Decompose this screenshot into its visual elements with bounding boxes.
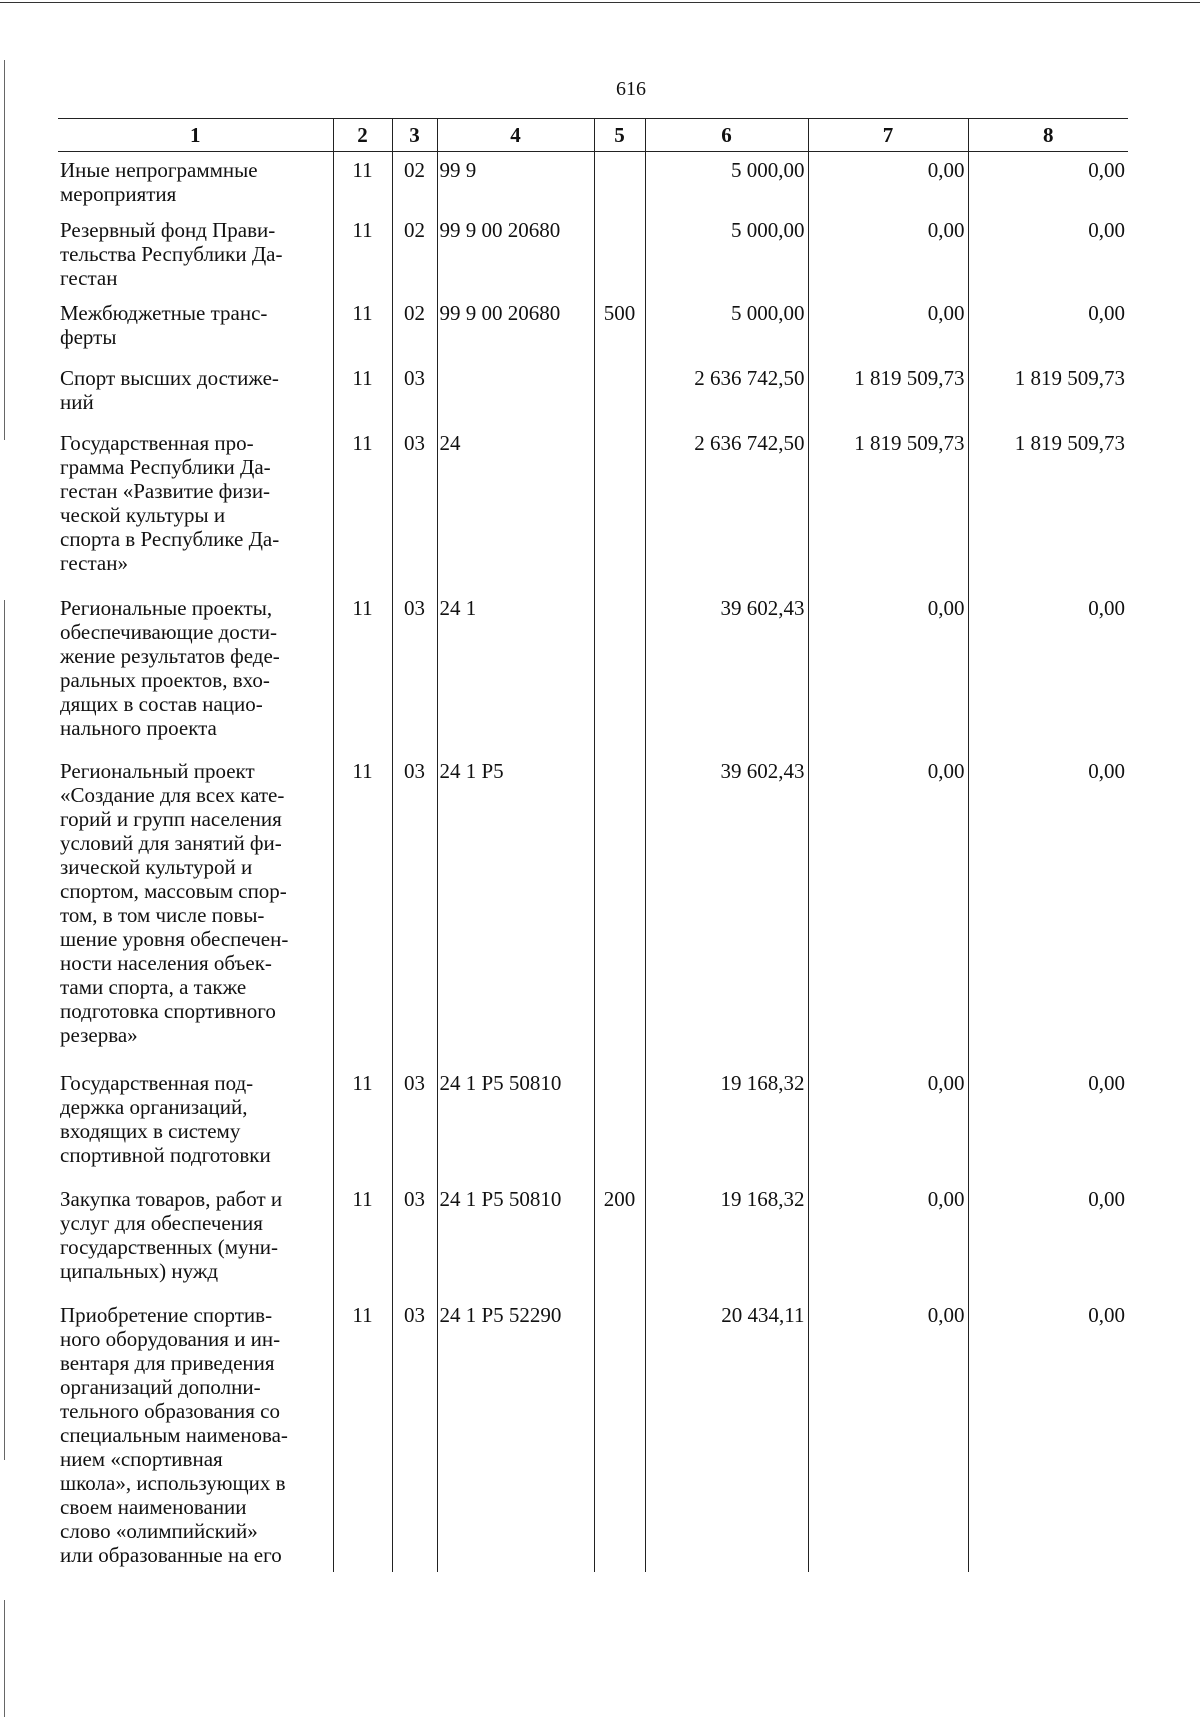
target-article-cell: 99 9 00 20680 <box>437 212 594 295</box>
expense-type-cell <box>594 212 645 295</box>
amount-cell: 0,00 <box>968 1181 1128 1297</box>
expense-type-cell <box>594 753 645 1065</box>
amount-cell: 0,00 <box>808 1297 968 1572</box>
amount-cell: 1 819 509,73 <box>968 425 1128 590</box>
amount-cell: 0,00 <box>808 590 968 753</box>
row-name-cell: Региональный проект «Создание для всех кате- горий и групп населения условий для занятий фи- зической культурой и спортом, массовым спор- том, в том числе повы- шение уровня обеспечен- ности населения объек- тами спорта, а также подготовка спортивного резерва» <box>60 758 289 1047</box>
row-name-cell: Иные непрограммные мероприятия <box>60 158 258 206</box>
amount-cell: 5 000,00 <box>645 152 808 212</box>
table-row <box>58 295 1128 360</box>
expense-type-cell <box>594 425 645 590</box>
expense-type-cell <box>594 590 645 753</box>
amount-cell: 20 434,11 <box>645 1297 808 1572</box>
amount-cell: 0,00 <box>968 1065 1128 1181</box>
amount-cell: 0,00 <box>808 1065 968 1181</box>
amount-cell: 1 819 509,73 <box>968 360 1128 425</box>
row-name-cell: Межбюджетные транс- ферты <box>60 300 268 349</box>
section-code-cell: 11 <box>333 360 392 425</box>
row-name-cell: Закупка товаров, работ и услуг для обеспечения государственных (муни- ципальных) нужд <box>60 1186 283 1283</box>
table-header-row <box>58 119 1128 152</box>
table-row <box>58 590 1128 753</box>
target-article-cell: 24 1 P5 50810 <box>437 1065 594 1181</box>
left-margin-line <box>4 1600 5 1717</box>
amount-cell: 0,00 <box>968 753 1128 1065</box>
left-margin-line <box>4 60 5 440</box>
row-name-cell: Государственная под- держка организаций, входящих в систему спортивной подготовки <box>60 1070 271 1167</box>
section-code-cell: 11 <box>333 590 392 753</box>
subsection-code-cell: 02 <box>392 152 437 212</box>
row-name-cell: Спорт высших достиже- ний <box>60 365 279 414</box>
expense-type-cell: 200 <box>594 1181 645 1297</box>
amount-cell: 1 819 509,73 <box>808 425 968 590</box>
subsection-code-cell: 03 <box>392 1297 437 1572</box>
section-code-cell: 11 <box>333 425 392 590</box>
table-row <box>58 152 1128 212</box>
column-header: 4 <box>437 119 594 152</box>
target-article-cell: 24 <box>437 425 594 590</box>
column-header: 1 <box>58 119 333 152</box>
amount-cell: 0,00 <box>968 212 1128 295</box>
left-margin-line <box>4 600 5 1460</box>
amount-cell: 0,00 <box>808 753 968 1065</box>
subsection-code-cell: 03 <box>392 1181 437 1297</box>
expense-type-cell <box>594 152 645 212</box>
amount-cell: 39 602,43 <box>645 590 808 753</box>
subsection-code-cell: 03 <box>392 1065 437 1181</box>
amount-cell: 19 168,32 <box>645 1181 808 1297</box>
top-border-line <box>0 2 1200 3</box>
table-row <box>58 1297 1128 1572</box>
target-article-cell: 99 9 00 20680 <box>437 295 594 360</box>
amount-cell: 2 636 742,50 <box>645 360 808 425</box>
section-code-cell: 11 <box>333 1297 392 1572</box>
target-article-cell: 24 1 <box>437 590 594 753</box>
table-row <box>58 1181 1128 1297</box>
column-header: 8 <box>968 119 1128 152</box>
amount-cell: 0,00 <box>968 1297 1128 1572</box>
subsection-code-cell: 02 <box>392 295 437 360</box>
subsection-code-cell: 03 <box>392 753 437 1065</box>
amount-cell: 19 168,32 <box>645 1065 808 1181</box>
amount-cell: 0,00 <box>808 1181 968 1297</box>
amount-cell: 5 000,00 <box>645 212 808 295</box>
column-header: 3 <box>392 119 437 152</box>
row-name-cell: Региональные проекты, обеспечивающие дости- жение результатов феде- ральных проектов, вхо- дящих в состав нацио- нального проекта <box>60 595 280 740</box>
subsection-code-cell: 02 <box>392 212 437 295</box>
expense-type-cell <box>594 1297 645 1572</box>
section-code-cell: 11 <box>333 295 392 360</box>
amount-cell: 0,00 <box>808 152 968 212</box>
budget-table <box>58 118 1128 1572</box>
table-row <box>58 360 1128 425</box>
expense-type-cell: 500 <box>594 295 645 360</box>
amount-cell: 39 602,43 <box>645 753 808 1065</box>
target-article-cell <box>437 360 594 425</box>
section-code-cell: 11 <box>333 152 392 212</box>
section-code-cell: 11 <box>333 1181 392 1297</box>
expense-type-cell <box>594 1065 645 1181</box>
row-name-cell: Приобретение спортив- ного оборудования и ин- вентаря для приведения организаций дополни- тельного образования со специальным наименова- нием «спортивная школа», использующих в своем наименовании слово «олимпийский» или образованные на его <box>60 1302 288 1567</box>
target-article-cell: 24 1 P5 <box>437 753 594 1065</box>
expense-type-cell <box>594 360 645 425</box>
table-row <box>58 212 1128 295</box>
column-header: 2 <box>333 119 392 152</box>
table-row <box>58 1065 1128 1181</box>
section-code-cell: 11 <box>333 212 392 295</box>
amount-cell: 2 636 742,50 <box>645 425 808 590</box>
target-article-cell: 99 9 <box>437 152 594 212</box>
row-name-cell: Резервный фонд Прави- тельства Республики Да- гестан <box>60 217 283 290</box>
amount-cell: 5 000,00 <box>645 295 808 360</box>
column-header: 5 <box>594 119 645 152</box>
amount-cell: 0,00 <box>808 212 968 295</box>
target-article-cell: 24 1 P5 50810 <box>437 1181 594 1297</box>
table-row <box>58 753 1128 1065</box>
column-header: 7 <box>808 119 968 152</box>
subsection-code-cell: 03 <box>392 590 437 753</box>
amount-cell: 1 819 509,73 <box>808 360 968 425</box>
table-row <box>58 425 1128 590</box>
column-header: 6 <box>645 119 808 152</box>
subsection-code-cell: 03 <box>392 425 437 590</box>
section-code-cell: 11 <box>333 1065 392 1181</box>
target-article-cell: 24 1 P5 52290 <box>437 1297 594 1572</box>
subsection-code-cell: 03 <box>392 360 437 425</box>
page-number: 616 <box>616 78 646 100</box>
row-name-cell: Государственная про- грамма Республики Да- гестан «Развитие физи- ческой культуры и спорта в Республике Да- гестан» <box>60 430 280 575</box>
section-code-cell: 11 <box>333 753 392 1065</box>
amount-cell: 0,00 <box>968 295 1128 360</box>
amount-cell: 0,00 <box>968 152 1128 212</box>
amount-cell: 0,00 <box>968 590 1128 753</box>
amount-cell: 0,00 <box>808 295 968 360</box>
